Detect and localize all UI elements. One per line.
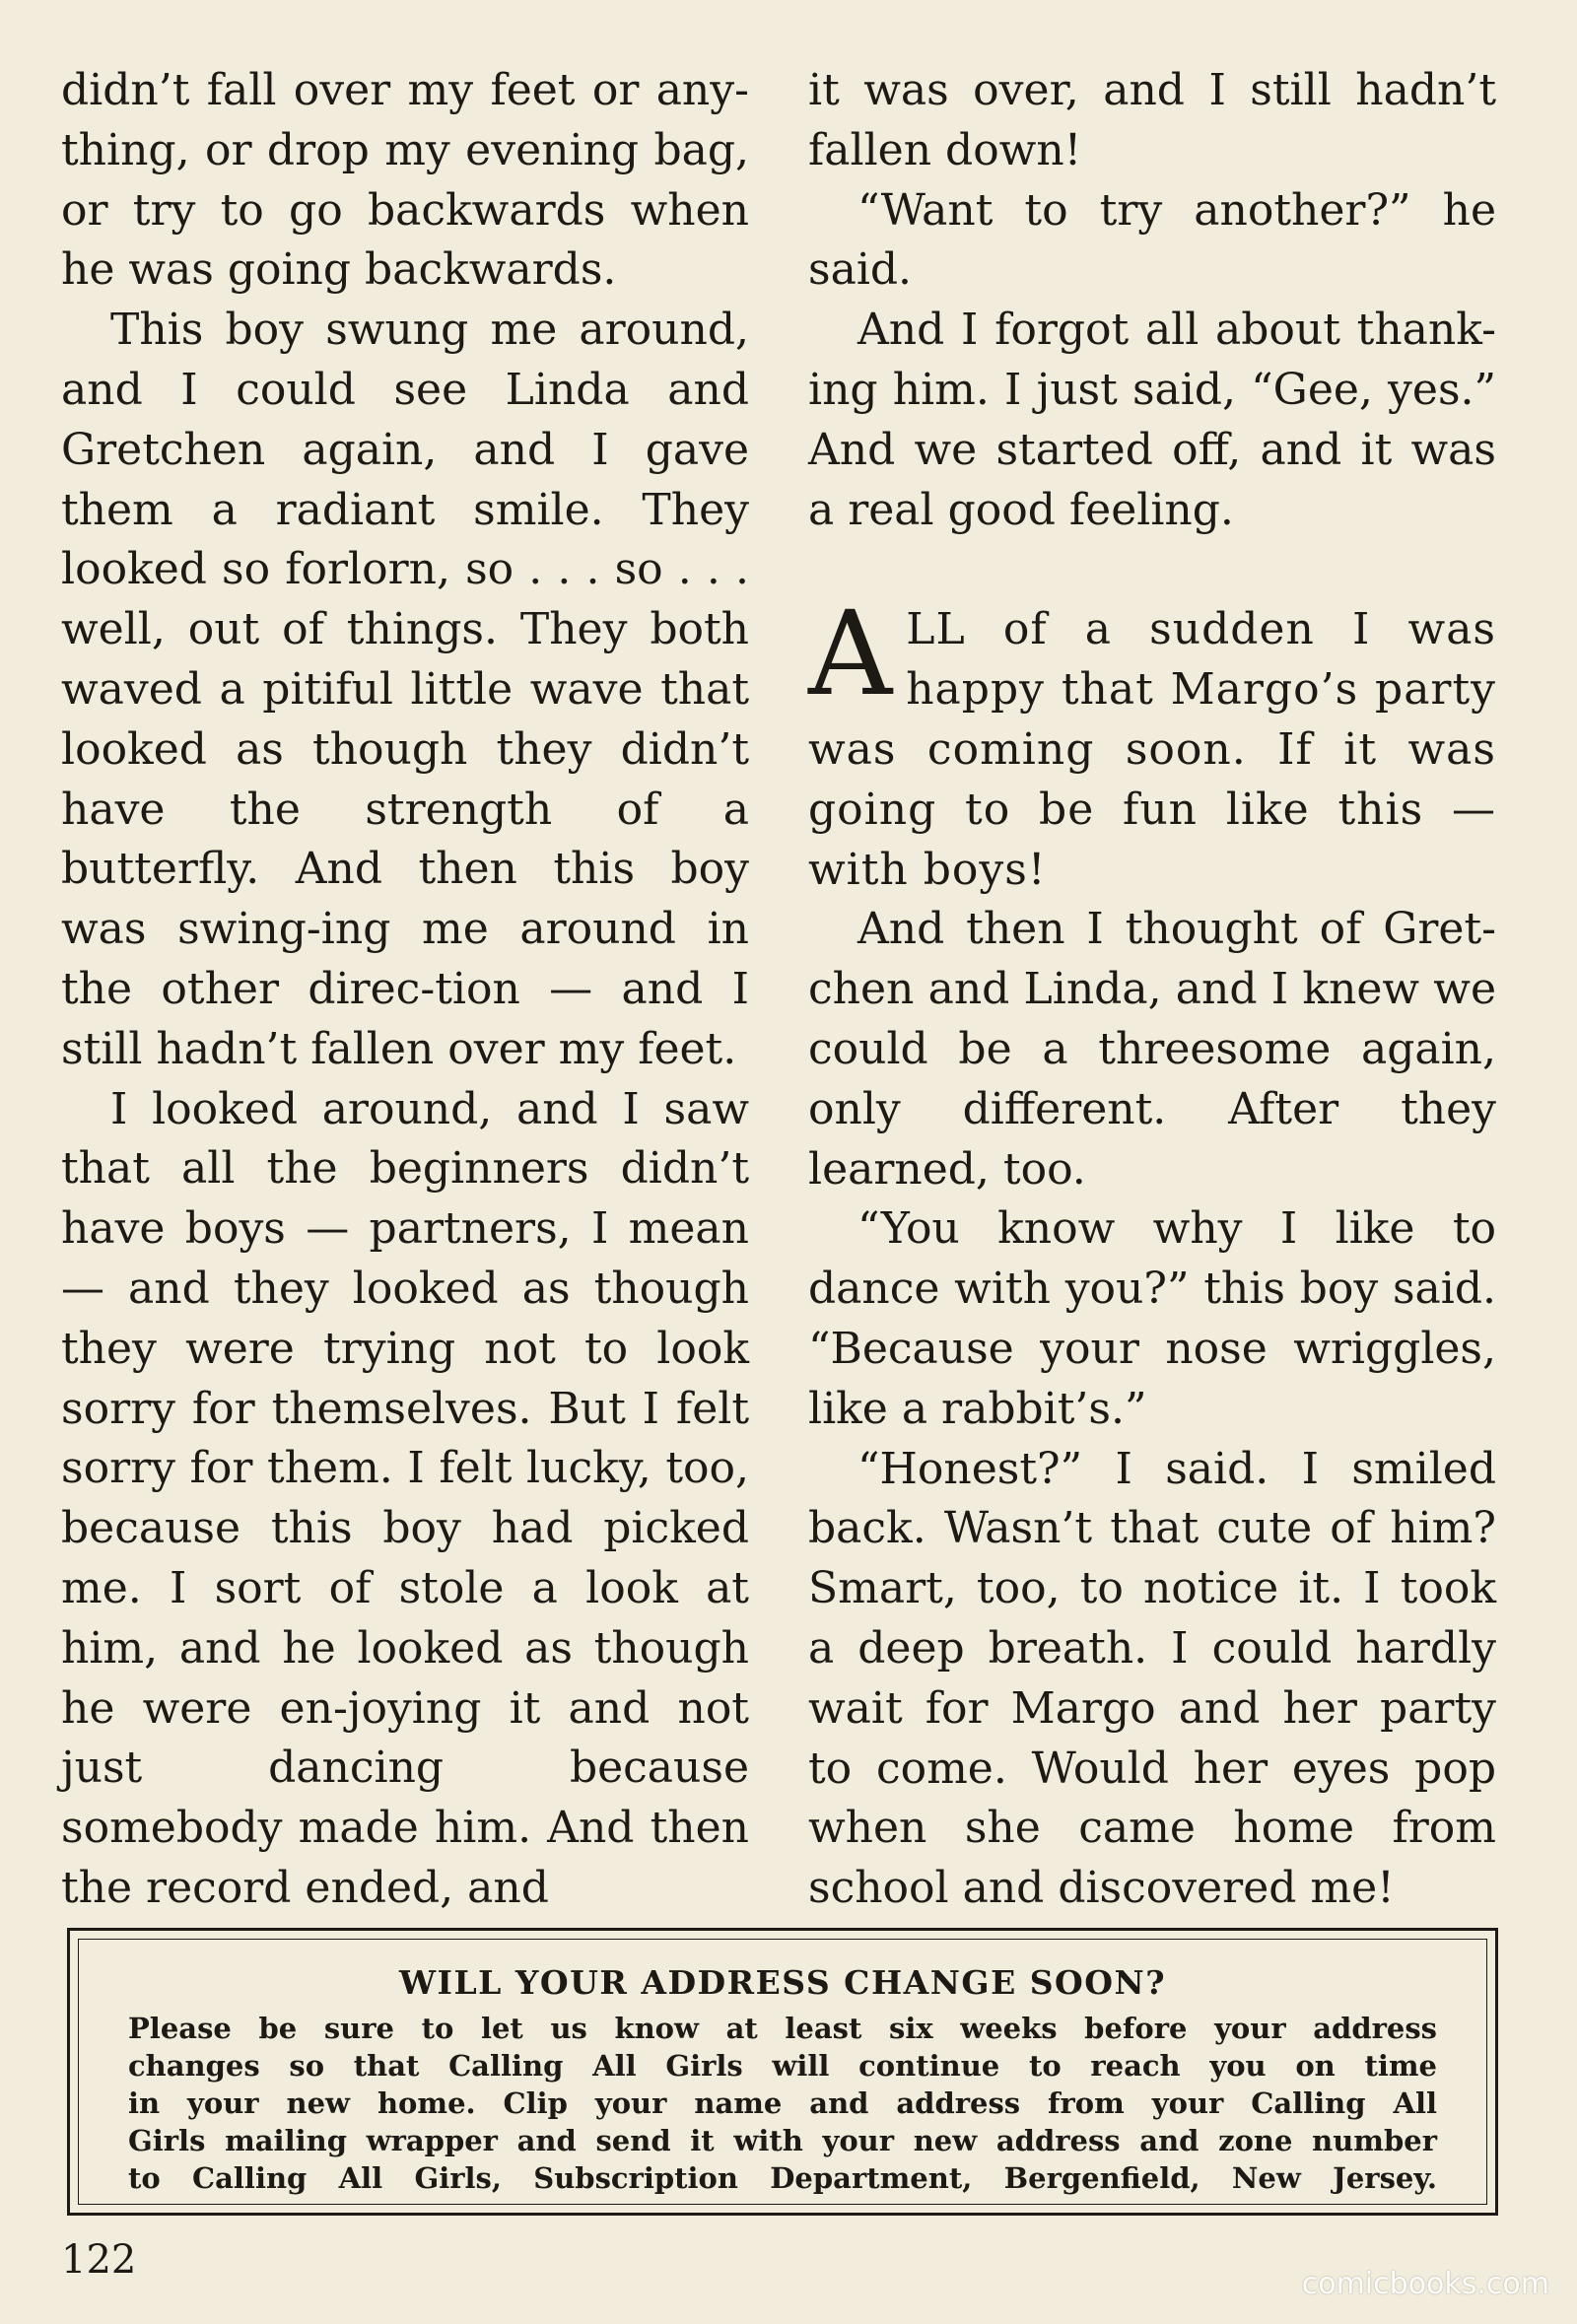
page-number: 122 xyxy=(61,2237,137,2283)
paragraph: “You know why I like to dance with you?” this boy said. “Because your nose wriggles, like a rabbit’s.” xyxy=(808,1203,1496,1434)
notice-line: in your new home. Clip your name and address from your Calling All xyxy=(128,2086,1437,2120)
drop-cap: A xyxy=(808,585,893,722)
watermark: comicbooks.com xyxy=(1301,2267,1549,2301)
right-column xyxy=(808,61,1496,1919)
left-column xyxy=(61,61,749,1919)
section-opening-paragraph xyxy=(808,585,1496,900)
notice-line: Please be sure to let us know at least six weeks before your address xyxy=(128,2012,1437,2045)
paragraph: “Honest?” I said. I smiled back. Wasn’t that cute of him? Smart, too, to notice it. I took a deep breath. I could hardly wait for Margo and her party to come. Would her eyes pop when she came home from school and discovered me! xyxy=(808,1443,1496,1914)
notice-line: changes so that Calling All Girls will continue to reach you on time xyxy=(128,2049,1437,2083)
paragraph: it was over, and I still hadn’t fallen down! xyxy=(808,65,1496,175)
paragraph: This boy swung me around, and I could see Linda and Gretchen again, and I gave them a radiant smile. They looked so forlorn, so . . . so . . . well, out of things. They both waved a pitiful little wave that looked as though they didn’t have the strength of a butterfly. And then this boy was swing-ing me around in the other direc-tion — and I still hadn’t fallen over my feet. xyxy=(61,305,749,1074)
paragraph-text: LL of a sudden I was happy that Margo’s party was coming soon. If it was going to be fun like this — with boys! xyxy=(808,604,1496,895)
notice-inner-border xyxy=(78,1939,1487,2205)
paragraph: And then I thought of Gret-chen and Linda, and I knew we could be a threesome again, only different. After they learned, too. xyxy=(808,904,1496,1195)
notice-title: WILL YOUR ADDRESS CHANGE SOON? xyxy=(398,1963,1167,2002)
paragraph: didn’t fall over my feet or any-thing, or drop my evening bag, or try to go backwards when he was going backwards. xyxy=(61,65,749,296)
notice-line: to Calling All Girls, Subscription Department, Bergenfield, New Jersey. xyxy=(128,2161,1437,2195)
notice-body xyxy=(128,2010,1437,2197)
notice-line: Girls mailing wrapper and send it with your new address and zone number xyxy=(128,2124,1437,2157)
paragraph: I looked around, and I saw that all the beginners didn’t have boys — partners, I mean — and they looked as though they were trying not to look sorry for themselves. But I felt sorry for them. I felt lucky, too, because this boy had picked me. I sort of stole a look at him, and he looked as though he were en-joying it and not just dancing because somebody made him. And then the record ended, and xyxy=(61,1083,749,1913)
paragraph: “Want to try another?” he said. xyxy=(808,184,1496,296)
address-change-notice-box xyxy=(67,1928,1498,2216)
paragraph: And I forgot all about thank-ing him. I just said, “Gee, yes.” And we started off, and it was a real good feeling. xyxy=(808,305,1496,535)
